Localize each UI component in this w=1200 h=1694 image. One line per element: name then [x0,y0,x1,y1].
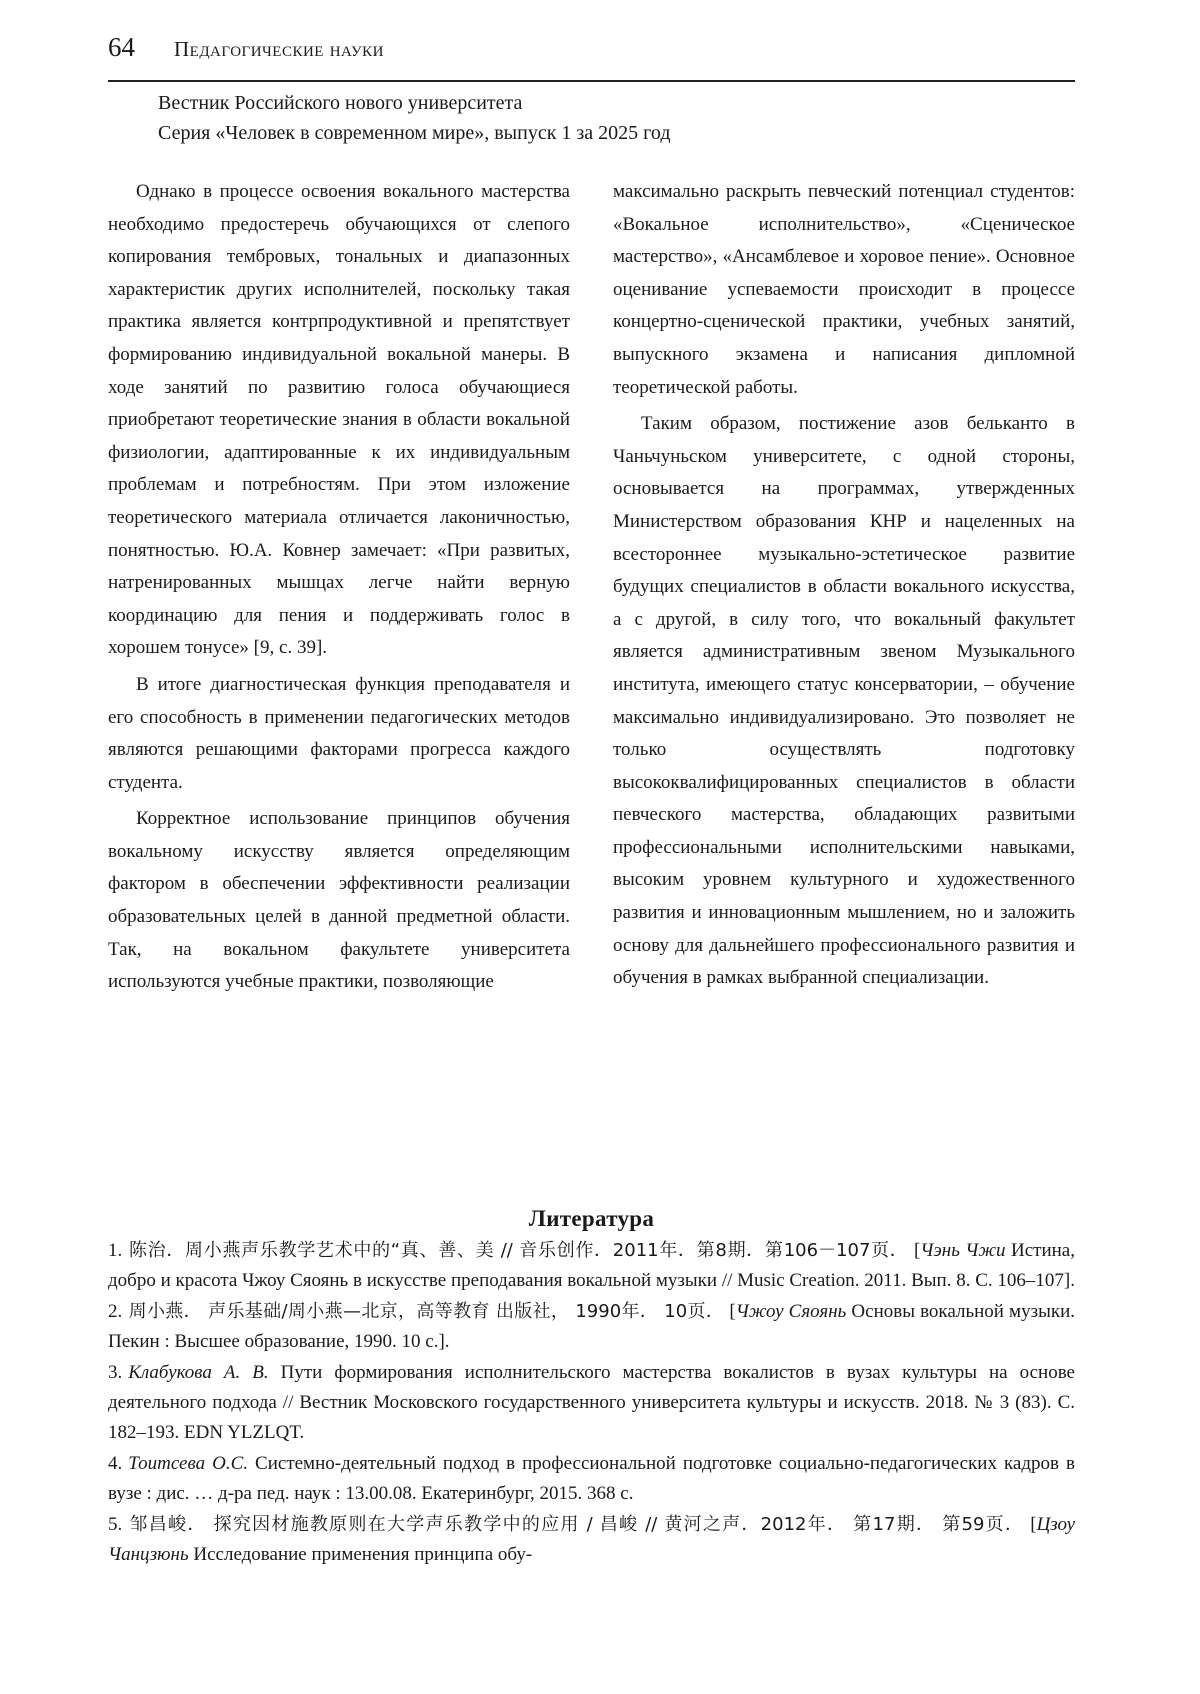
reference-cjk: 周小燕． 声乐基础/周小燕—北京，高等教育 出版社， 1990年． 10页． [128,1301,725,1323]
references-heading: Литература [528,1206,655,1231]
paragraph: максимально раскрыть певческий потенциал студентов: «Вокальное исполнительство», «Сценическое мастерство», «Ансамблевое и хоровое пение». Основное оценивание успеваемости происходит в процессе концертно-сценической практики, учебных занятий, выпускного экзамена и написания дипломной теоретической работы. [613,181,1075,398]
reference-author: Тоитсева О.С. [128,1453,249,1475]
reference-text: Пути формирования исполнительского мастерства вокалистов в вузах культуры на основе деятельного подхода // Вестник Московского государственного университета культуры и искусств. 2018. № 3 (83). С. 182–193. EDN YLZLQT. [108,1362,1075,1443]
reference-number: 1. [108,1240,123,1261]
reference-number: 2. [108,1301,123,1323]
reference-cjk: 陈治．周小燕声乐教学艺术中的“真、善、美 // 音乐创作．2011年．第8期．第106－107页． [128,1240,909,1261]
reference-number: 5. [108,1514,123,1536]
section-title: Педагогические науки [174,37,384,61]
paragraph: Корректное использование принципов обучения вокальному искусству является определяющим фактором в обеспечении эффективности реализации образовательных целей в данной предметной области. Так, на вокальном факультете университета используются учебные практики, позволяющие [108,808,570,993]
page-number: 64 [108,32,135,62]
paragraph: В итоге диагностическая функция преподавателя и его способность в применении педагогических методов являются решающими факторами прогресса каждого студента. [108,673,570,793]
reference-item [108,1297,1075,1356]
journal-series: Серия «Человек в современном мире», выпуск 1 за 2025 год [158,122,671,144]
reference-cjk: 邹昌峻． 探究因材施教原则在大学声乐教学中的应用 / 昌峻 // 黄河之声．2012年． 第17期． 第59页． [128,1514,1025,1536]
journal-name: Вестник Российского нового университета [158,92,523,114]
reference-text: Системно-деятельный подход в профессиональной подготовке социально-педагогических кадров в вузе : дис. … д-ра пед. наук : 13.00.08. Екатеринбург, 2015. 368 с. [108,1453,1075,1504]
reference-text: Исследование применения принципа обу- [188,1543,533,1565]
references-list [108,1236,1075,1572]
right-column [613,176,1075,995]
journal-info [158,88,671,148]
reference-item [108,1358,1075,1447]
reference-number: 4. [108,1453,123,1475]
reference-number: 3. [108,1362,123,1384]
running-header [108,28,1075,82]
reference-bracket: [ [729,1301,736,1323]
reference-bracket: [ [1030,1514,1037,1536]
reference-author: Цзоу Чанцзюнь [108,1514,1076,1565]
reference-text: Основы вокальной музыки. Пекин : Высшее образование, 1990. 10 с.]. [108,1301,1075,1352]
paragraph: Таким образом, постижение азов бельканто в Чаньчуньском университете, с одной стороны, основывается на программах, утвержденных Министерством образования КНР и нацеленных на всестороннее музыкально-эстетическое развитие будущих специалистов в области вокального искусства, а с другой, в силу того, что вокальный факультет является административным звеном Музыкального института, имеющего статус консерватории, – обучение максимально индивидуализировано. Это позволяет не только осуществлять подготовку высококвалифицированных специалистов в области певческого мастерства, обладающих развитыми профессиональными исполнительскими навыками, высоким уровнем культурного и художественного развития и инновационным мышлением, но и заложить основу для дальнейшего профессионального развития и обучения в рамках выбранной специализации. [613,413,1075,989]
reference-author: Чэнь Чжи [920,1240,1006,1261]
paragraph: Однако в процессе освоения вокального мастерства необходимо предостеречь обучающихся от слепого копирования тембровых, тональных и диапазонных характеристик других исполнителей, поскольку такая практика является контрпродуктивной и препятствует формированию индивидуальной вокальной манеры. В ходе занятий по развитию голоса обучающиеся приобретают теоретические знания в области вокальной физиологии, адаптированные к их индивидуальным проблемам и потребностям. При этом изложение теоретического материала отличается лаконичностью, понятностью. Ю.А. Ковнер замечает: «При развитых, натренированных мышцах легче найти верную координацию для пения и поддерживать голос в хорошем тонусе» [9, с. 39]. [108,181,570,659]
reference-bracket: [ [913,1240,921,1261]
reference-text: Истина, добро и красота Чжоу Сяоянь в искусстве преподавания вокальной музыки // Music Creation. 2011. Вып. 8. С. 106–107]. [108,1240,1075,1291]
reference-item [108,1510,1075,1569]
reference-author: Клабукова А. В. [128,1362,269,1384]
reference-author: Чжоу Сяоянь [735,1301,847,1323]
reference-item [108,1449,1075,1508]
reference-item [108,1236,1075,1295]
left-column [108,176,570,999]
